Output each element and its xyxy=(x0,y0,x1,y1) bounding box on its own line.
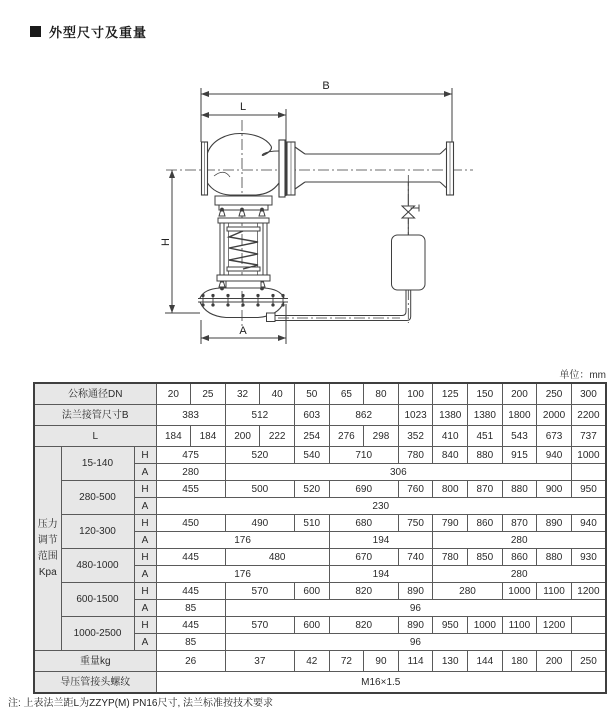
table-cell: 120-300 xyxy=(61,515,134,549)
table-cell: 890 xyxy=(398,617,433,634)
table-row xyxy=(34,405,606,426)
table-cell: 490 xyxy=(225,515,294,532)
table-row xyxy=(34,651,606,672)
valve-body xyxy=(202,134,454,198)
table-cell: 500 xyxy=(225,481,294,498)
table-cell: 1000-2500 xyxy=(61,617,134,651)
table-cell: 512 xyxy=(225,405,294,426)
table-cell: 125 xyxy=(433,383,468,405)
table-cell: 200 xyxy=(537,651,572,672)
table-cell: H xyxy=(134,447,156,464)
table-cell: 200 xyxy=(502,383,537,405)
table-cell: 680 xyxy=(329,515,398,532)
table-cell: 480-1000 xyxy=(61,549,134,583)
table-cell: 130 xyxy=(433,651,468,672)
table-cell: 850 xyxy=(468,549,503,566)
table-cell: 114 xyxy=(398,651,433,672)
dim-label-l: L xyxy=(239,101,247,113)
table-cell: 570 xyxy=(225,617,294,634)
table-cell: 276 xyxy=(329,426,364,447)
table-cell: 72 xyxy=(329,651,364,672)
dimension-h xyxy=(160,170,200,313)
table-row xyxy=(34,426,606,447)
table-cell: 50 xyxy=(294,383,329,405)
table-cell: 760 xyxy=(398,481,433,498)
table-cell: 600 xyxy=(294,583,329,600)
table-cell: 570 xyxy=(225,583,294,600)
table-cell: 940 xyxy=(537,447,572,464)
valve-dimension-drawing xyxy=(0,58,616,370)
dimension-l xyxy=(201,101,286,196)
table-cell: 公称通径DN xyxy=(34,383,156,405)
dims-table-body xyxy=(34,383,606,693)
table-cell: 1200 xyxy=(571,583,606,600)
table-cell: 600 xyxy=(294,617,329,634)
table-cell: 455 xyxy=(156,481,225,498)
table-cell: 222 xyxy=(260,426,295,447)
table-cell: 194 xyxy=(329,532,433,549)
table-cell: 840 xyxy=(433,447,468,464)
table-cell: H xyxy=(134,549,156,566)
table-cell: 480 xyxy=(225,549,329,566)
table-cell: H xyxy=(134,617,156,634)
dim-label-h: H xyxy=(160,238,172,246)
table-row xyxy=(34,481,606,498)
table-cell: 1000 xyxy=(468,617,503,634)
table-cell: 750 xyxy=(398,515,433,532)
table-cell: 42 xyxy=(294,651,329,672)
table-cell: 26 xyxy=(156,651,225,672)
table-group-cell: 压力 调节 范围 Kpa xyxy=(34,447,61,651)
table-cell: 915 xyxy=(502,447,537,464)
table-cell: H xyxy=(134,583,156,600)
table-cell: L xyxy=(34,426,156,447)
actuator-spring-unit xyxy=(215,196,272,290)
table-cell: 280 xyxy=(433,583,502,600)
table-cell: 298 xyxy=(364,426,399,447)
table-row xyxy=(34,447,606,464)
table-cell: 445 xyxy=(156,617,225,634)
table-cell: 780 xyxy=(433,549,468,566)
table-cell: 950 xyxy=(571,481,606,498)
table-cell: 40 xyxy=(260,383,295,405)
table-cell: 603 xyxy=(294,405,329,426)
table-cell: 890 xyxy=(537,515,572,532)
table-cell: 144 xyxy=(468,651,503,672)
table-cell: 280-500 xyxy=(61,481,134,515)
table-cell: 85 xyxy=(156,634,225,651)
impulse-piping xyxy=(267,182,426,322)
table-row xyxy=(34,583,606,600)
table-cell: 820 xyxy=(329,583,398,600)
table-cell: 870 xyxy=(468,481,503,498)
table-cell: 890 xyxy=(398,583,433,600)
table-cell: 862 xyxy=(329,405,398,426)
page-title: 外型尺寸及重量 xyxy=(49,25,148,40)
table-cell: A xyxy=(134,498,156,515)
table-cell: 673 xyxy=(537,426,572,447)
table-cell: 重量kg xyxy=(34,651,156,672)
table-cell: 670 xyxy=(329,549,398,566)
section-bullet-icon xyxy=(30,26,41,37)
table-cell: 860 xyxy=(468,515,503,532)
table-cell: 230 xyxy=(156,498,606,515)
table-cell: 540 xyxy=(294,447,329,464)
table-cell: 410 xyxy=(433,426,468,447)
table-cell: 940 xyxy=(571,515,606,532)
table-cell: 445 xyxy=(156,549,225,566)
diaphragm-bolts xyxy=(202,294,284,306)
table-cell: 930 xyxy=(571,549,606,566)
table-cell: 20 xyxy=(156,383,191,405)
table-cell: 870 xyxy=(502,515,537,532)
table-cell: A xyxy=(134,600,156,617)
table-cell: 710 xyxy=(329,447,398,464)
table-cell: 184 xyxy=(191,426,226,447)
table-cell: 475 xyxy=(156,447,225,464)
table-cell: 880 xyxy=(502,481,537,498)
table-cell: H xyxy=(134,515,156,532)
section-header xyxy=(30,22,147,41)
table-cell: A xyxy=(134,634,156,651)
table-cell: A xyxy=(134,566,156,583)
table-cell: 820 xyxy=(329,617,398,634)
table-cell: 32 xyxy=(225,383,260,405)
table-cell: 184 xyxy=(156,426,191,447)
table-cell: 280 xyxy=(156,464,225,481)
table-cell: A xyxy=(134,532,156,549)
table-cell: 65 xyxy=(329,383,364,405)
needle-valve xyxy=(402,205,419,219)
table-cell: 900 xyxy=(537,481,572,498)
table-cell: 445 xyxy=(156,583,225,600)
table-cell: 176 xyxy=(156,566,329,583)
table-cell: 860 xyxy=(502,549,537,566)
table-cell: 1100 xyxy=(502,617,537,634)
table-cell: 300 xyxy=(571,383,606,405)
table-cell: 导压管接头螺纹 xyxy=(34,672,156,694)
table-cell: A xyxy=(134,464,156,481)
table-cell: 950 xyxy=(433,617,468,634)
table-cell xyxy=(571,464,606,481)
table-cell: 1023 xyxy=(398,405,433,426)
table-cell: 1380 xyxy=(468,405,503,426)
table-cell: 200 xyxy=(225,426,260,447)
table-cell: 15-140 xyxy=(61,447,134,481)
table-cell: 1200 xyxy=(537,617,572,634)
table-cell: 1000 xyxy=(571,447,606,464)
table-cell: 520 xyxy=(225,447,294,464)
table-cell: 2200 xyxy=(571,405,606,426)
table-row xyxy=(34,672,606,694)
table-cell: 543 xyxy=(502,426,537,447)
table-cell: 280 xyxy=(433,566,606,583)
footnote: 注: 上表法兰距L为ZZYP(M) PN16尺寸, 法兰标准按技术要求 xyxy=(8,698,274,709)
table-cell: 740 xyxy=(398,549,433,566)
dimension-table xyxy=(33,382,607,694)
table-cell: M16×1.5 xyxy=(156,672,606,694)
table-cell xyxy=(571,617,606,634)
table-cell: 100 xyxy=(398,383,433,405)
table-cell: 306 xyxy=(225,464,571,481)
unit-label: 单位：mm xyxy=(559,370,606,381)
table-cell: 1380 xyxy=(433,405,468,426)
dim-label-a: A xyxy=(239,325,247,337)
table-cell: 法兰接管尺寸B xyxy=(34,405,156,426)
table-cell: 80 xyxy=(364,383,399,405)
table-cell: 1000 xyxy=(502,583,537,600)
table-cell: 1100 xyxy=(537,583,572,600)
table-cell: 451 xyxy=(468,426,503,447)
table-cell: 450 xyxy=(156,515,225,532)
table-cell: 194 xyxy=(329,566,433,583)
table-cell: 96 xyxy=(225,600,606,617)
table-row xyxy=(34,617,606,634)
table-cell: 180 xyxy=(502,651,537,672)
table-cell: 690 xyxy=(329,481,398,498)
table-cell: 150 xyxy=(468,383,503,405)
table-cell: 96 xyxy=(225,634,606,651)
table-cell: 383 xyxy=(156,405,225,426)
table-cell: 25 xyxy=(191,383,226,405)
table-cell: 280 xyxy=(433,532,606,549)
table-cell: 780 xyxy=(398,447,433,464)
table-cell: 352 xyxy=(398,426,433,447)
table-cell: 2000 xyxy=(537,405,572,426)
table-row xyxy=(34,515,606,532)
condensate-pot xyxy=(392,235,426,290)
table-cell: 250 xyxy=(537,383,572,405)
dim-label-b: B xyxy=(322,80,330,92)
table-cell: 254 xyxy=(294,426,329,447)
table-cell: 510 xyxy=(294,515,329,532)
table-cell: 520 xyxy=(294,481,329,498)
dimension-a xyxy=(201,304,286,344)
table-row xyxy=(34,549,606,566)
table-cell: 176 xyxy=(156,532,329,549)
table-cell: 250 xyxy=(571,651,606,672)
table-cell: 880 xyxy=(537,549,572,566)
table-cell: 737 xyxy=(571,426,606,447)
table-cell: 600-1500 xyxy=(61,583,134,617)
table-cell: H xyxy=(134,481,156,498)
dimension-b xyxy=(201,80,452,142)
table-cell: 790 xyxy=(433,515,468,532)
table-cell: 85 xyxy=(156,600,225,617)
table-cell: 1800 xyxy=(502,405,537,426)
table-cell: 880 xyxy=(468,447,503,464)
table-cell: 800 xyxy=(433,481,468,498)
table-cell: 37 xyxy=(225,651,294,672)
table-row xyxy=(34,383,606,405)
table-cell: 90 xyxy=(364,651,399,672)
